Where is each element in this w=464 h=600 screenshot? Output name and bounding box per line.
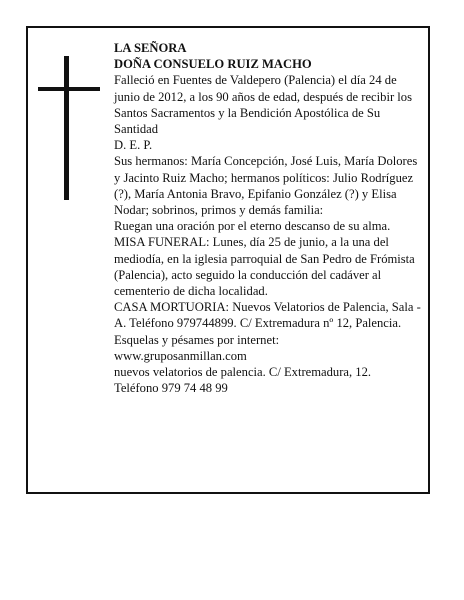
internet-line-4: Teléfono 979 74 48 99 — [114, 381, 228, 396]
family-paragraph: Sus hermanos: María Concepción, José Luis, María Dolores y Jacinto Ruiz Macho; hermanos políticos: Julio Rodríguez (?), María Antonia Bravo, Epifanio González (?) y Elisa Nodar; sobrinos, primos y demás familia: — [114, 154, 418, 218]
cross-icon — [38, 56, 100, 200]
death-paragraph: Falleció en Fuentes de Valdepero (Palencia) el día 24 de junio de 2012, a los 90 años de edad, después de recibir los Santos Sacramentos y la Bendición Apostólica de Su Santidad — [114, 73, 412, 137]
cross-horizontal-bar — [38, 87, 100, 91]
casa-mortuoria-paragraph: CASA MORTUORIA: Nuevos Velatorios de Palencia, Sala - A. Teléfono 979744899. C/ Extremadura nº 12, Palencia. — [114, 300, 421, 331]
internet-line-1: Esquelas y pésames por internet: — [114, 332, 280, 347]
funeral-paragraph: MISA FUNERAL: Lunes, día 25 de junio, a la una del mediodía, en la iglesia parroquial de San Pedro de Frómista (Palencia), acto seguido la conducción del cadáver al cementerio de dicha localidad. — [114, 235, 415, 299]
title-line-1: LA SEÑORA — [114, 41, 187, 55]
obituary-frame — [26, 26, 430, 494]
internet-line-2: www.gruposanmillan.com — [114, 348, 247, 363]
cross-vertical-bar — [64, 56, 69, 200]
obituary-text — [114, 40, 424, 396]
dep-line: D. E. P. — [114, 138, 153, 153]
internet-line-3: nuevos velatorios de palencia. C/ Extremadura, 12. — [114, 365, 372, 380]
title-line-2: DOÑA CONSUELO RUIZ MACHO — [114, 57, 312, 72]
prayer-line: Ruegan una oración por el eterno descanso de su alma. — [114, 219, 391, 234]
